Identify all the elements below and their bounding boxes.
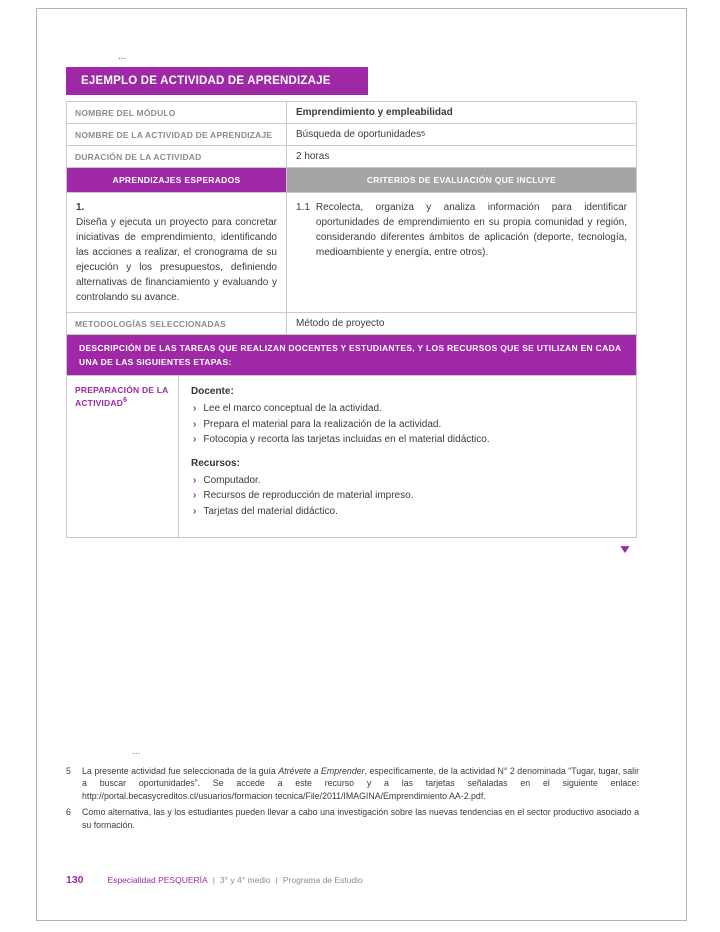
footer-program: Programa de Estudio [282,875,363,885]
table-row-activity-name [67,124,636,146]
duration-label: DURACIÓN DE LA ACTIVIDAD [67,146,287,167]
footer-specialty: Especialidad PESQUERÍA [107,875,208,885]
footnote-6 [66,806,639,832]
list-item-text: Lee el marco conceptual de la actividad. [203,403,382,415]
module-label: NOMBRE DEL MÓDULO [67,102,287,123]
list-item [193,432,624,448]
activity-name-text: Búsqueda de oportunidades [296,129,422,140]
footnote-number: 6 [66,806,71,817]
preparation-label-text: PREPARACIÓN DE LA ACTIVIDAD [75,385,169,408]
list-item-text: Recursos de reproducción de material impreso. [203,490,414,502]
recursos-list [193,473,624,520]
footnotes-section [66,745,639,834]
preparation-label [67,376,179,537]
footnote-5 [66,765,639,803]
module-value: Emprendimiento y empleabilidad [296,107,453,118]
list-item-text: Tarjetas del material didáctico. [203,505,338,517]
evaluation-criteria-cell [287,193,636,312]
evaluation-criteria-header: CRITERIOS DE EVALUACIÓN QUE INCLUYE [287,168,636,192]
bullet-icon: › [193,403,197,415]
preparation-content [179,376,636,537]
footnote-text [82,765,639,803]
list-item-text: Prepara el material para la realización de la actividad. [203,418,442,430]
page-number: 130 [66,874,84,886]
footnote-ref-6: 6 [123,396,128,404]
footnote-text: Como alternativa, las y los estudiantes pueden llevar a cabo una investigación sobre las nuevas tendencias en el sector productivo asociado a su formación. [82,806,639,830]
docente-heading: Docente: [191,386,234,398]
list-item-text: Fotocopia y recorta las tarjetas incluidas en el material didáctico. [203,434,490,446]
continuation-dots-top: ... [118,51,127,62]
expected-learnings-header: APRENDIZAJES ESPERADOS [67,168,287,192]
bullet-icon: › [193,505,197,517]
footnote-5-guide-title: Atrévete a Emprender [278,765,365,776]
footnote-5-pre: La presente actividad fue seleccionada de la guía [82,765,279,776]
duration-value: 2 horas [296,151,330,162]
list-item [193,401,624,417]
criterion-text: Recolecta, organiza y analiza información para identificar oportunidades de emprendimiento en su propia comunidad y región, considerando diferentes ámbitos de aplicación (deporte, tecnología, medioambiente y energía, entre otros). [315,202,627,258]
activity-name-value: Búsqueda de oportunidades 5 [296,129,426,140]
list-item-text: Computador. [203,474,261,486]
footnote-number: 5 [66,765,71,776]
learning-criteria-row [67,193,636,313]
footnote-dots: ... [132,746,141,757]
expected-learning-number: 1. [76,202,85,213]
footer-meta [108,875,363,885]
footnote-5-post: , específicamente, de la actividad N° 2 denominada “Tugar, tugar, salir a buscar oportunidades”. Se accede a este recurso y a las tarjetas señaladas en el siguiente enlace: http://portal.becasycreditos.cl/usuarios/formacion tecnica/File/2011/IMAGINA/Emprendimiento AA-2.pdf. [82,765,639,801]
criterion-number: 1.1 [296,202,310,213]
list-item [193,488,624,504]
continuation-arrow-icon: ▼ [617,542,633,557]
bullet-icon: › [193,418,197,430]
bullet-icon: › [193,474,197,486]
list-item [193,417,624,433]
list-item [193,504,624,520]
continuation-indicator [66,538,637,558]
methodologies-label: METODOLOGÍAS SELECCIONADAS [67,313,287,334]
footer-grade: 3° y 4° medio [219,875,271,885]
page-content [66,50,637,558]
preparation-row [67,376,636,538]
docente-list [193,401,624,448]
tasks-description-banner: DESCRIPCIÓN DE LAS TAREAS QUE REALIZAN DOCENTES Y ESTUDIANTES, Y LOS RECURSOS QUE SE UTILIZAN EN CADA UNA DE LAS SIGUIENTES ETAPAS: [67,335,636,376]
table-row-duration [67,146,636,168]
methodologies-value: Método de proyecto [296,318,385,329]
footer-separator: | [212,875,215,885]
activity-example-banner [66,67,368,95]
recursos-heading: Recursos: [191,457,240,469]
footer-separator: | [275,875,278,885]
activity-table [66,101,637,538]
page-footer [66,874,363,886]
table-row-module [67,102,636,124]
bullet-icon: › [193,434,197,446]
table-row-methodologies [67,313,636,335]
table-header-row [67,168,636,193]
bullet-icon: › [193,490,197,502]
banner-title: EJEMPLO DE ACTIVIDAD DE APRENDIZAJE [81,75,331,87]
expected-learning-cell [67,193,287,312]
expected-learning-text: Diseña y ejecuta un proyecto para concretar iniciativas de emprendimiento, identificando las acciones a realizar, el cronograma de su ejecución y los presupuestos, definiendo alternativas de financiamiento y evaluando y controlando su avance. [76,217,277,303]
activity-name-label: NOMBRE DE LA ACTIVIDAD DE APRENDIZAJE [67,124,287,145]
list-item [193,473,624,489]
